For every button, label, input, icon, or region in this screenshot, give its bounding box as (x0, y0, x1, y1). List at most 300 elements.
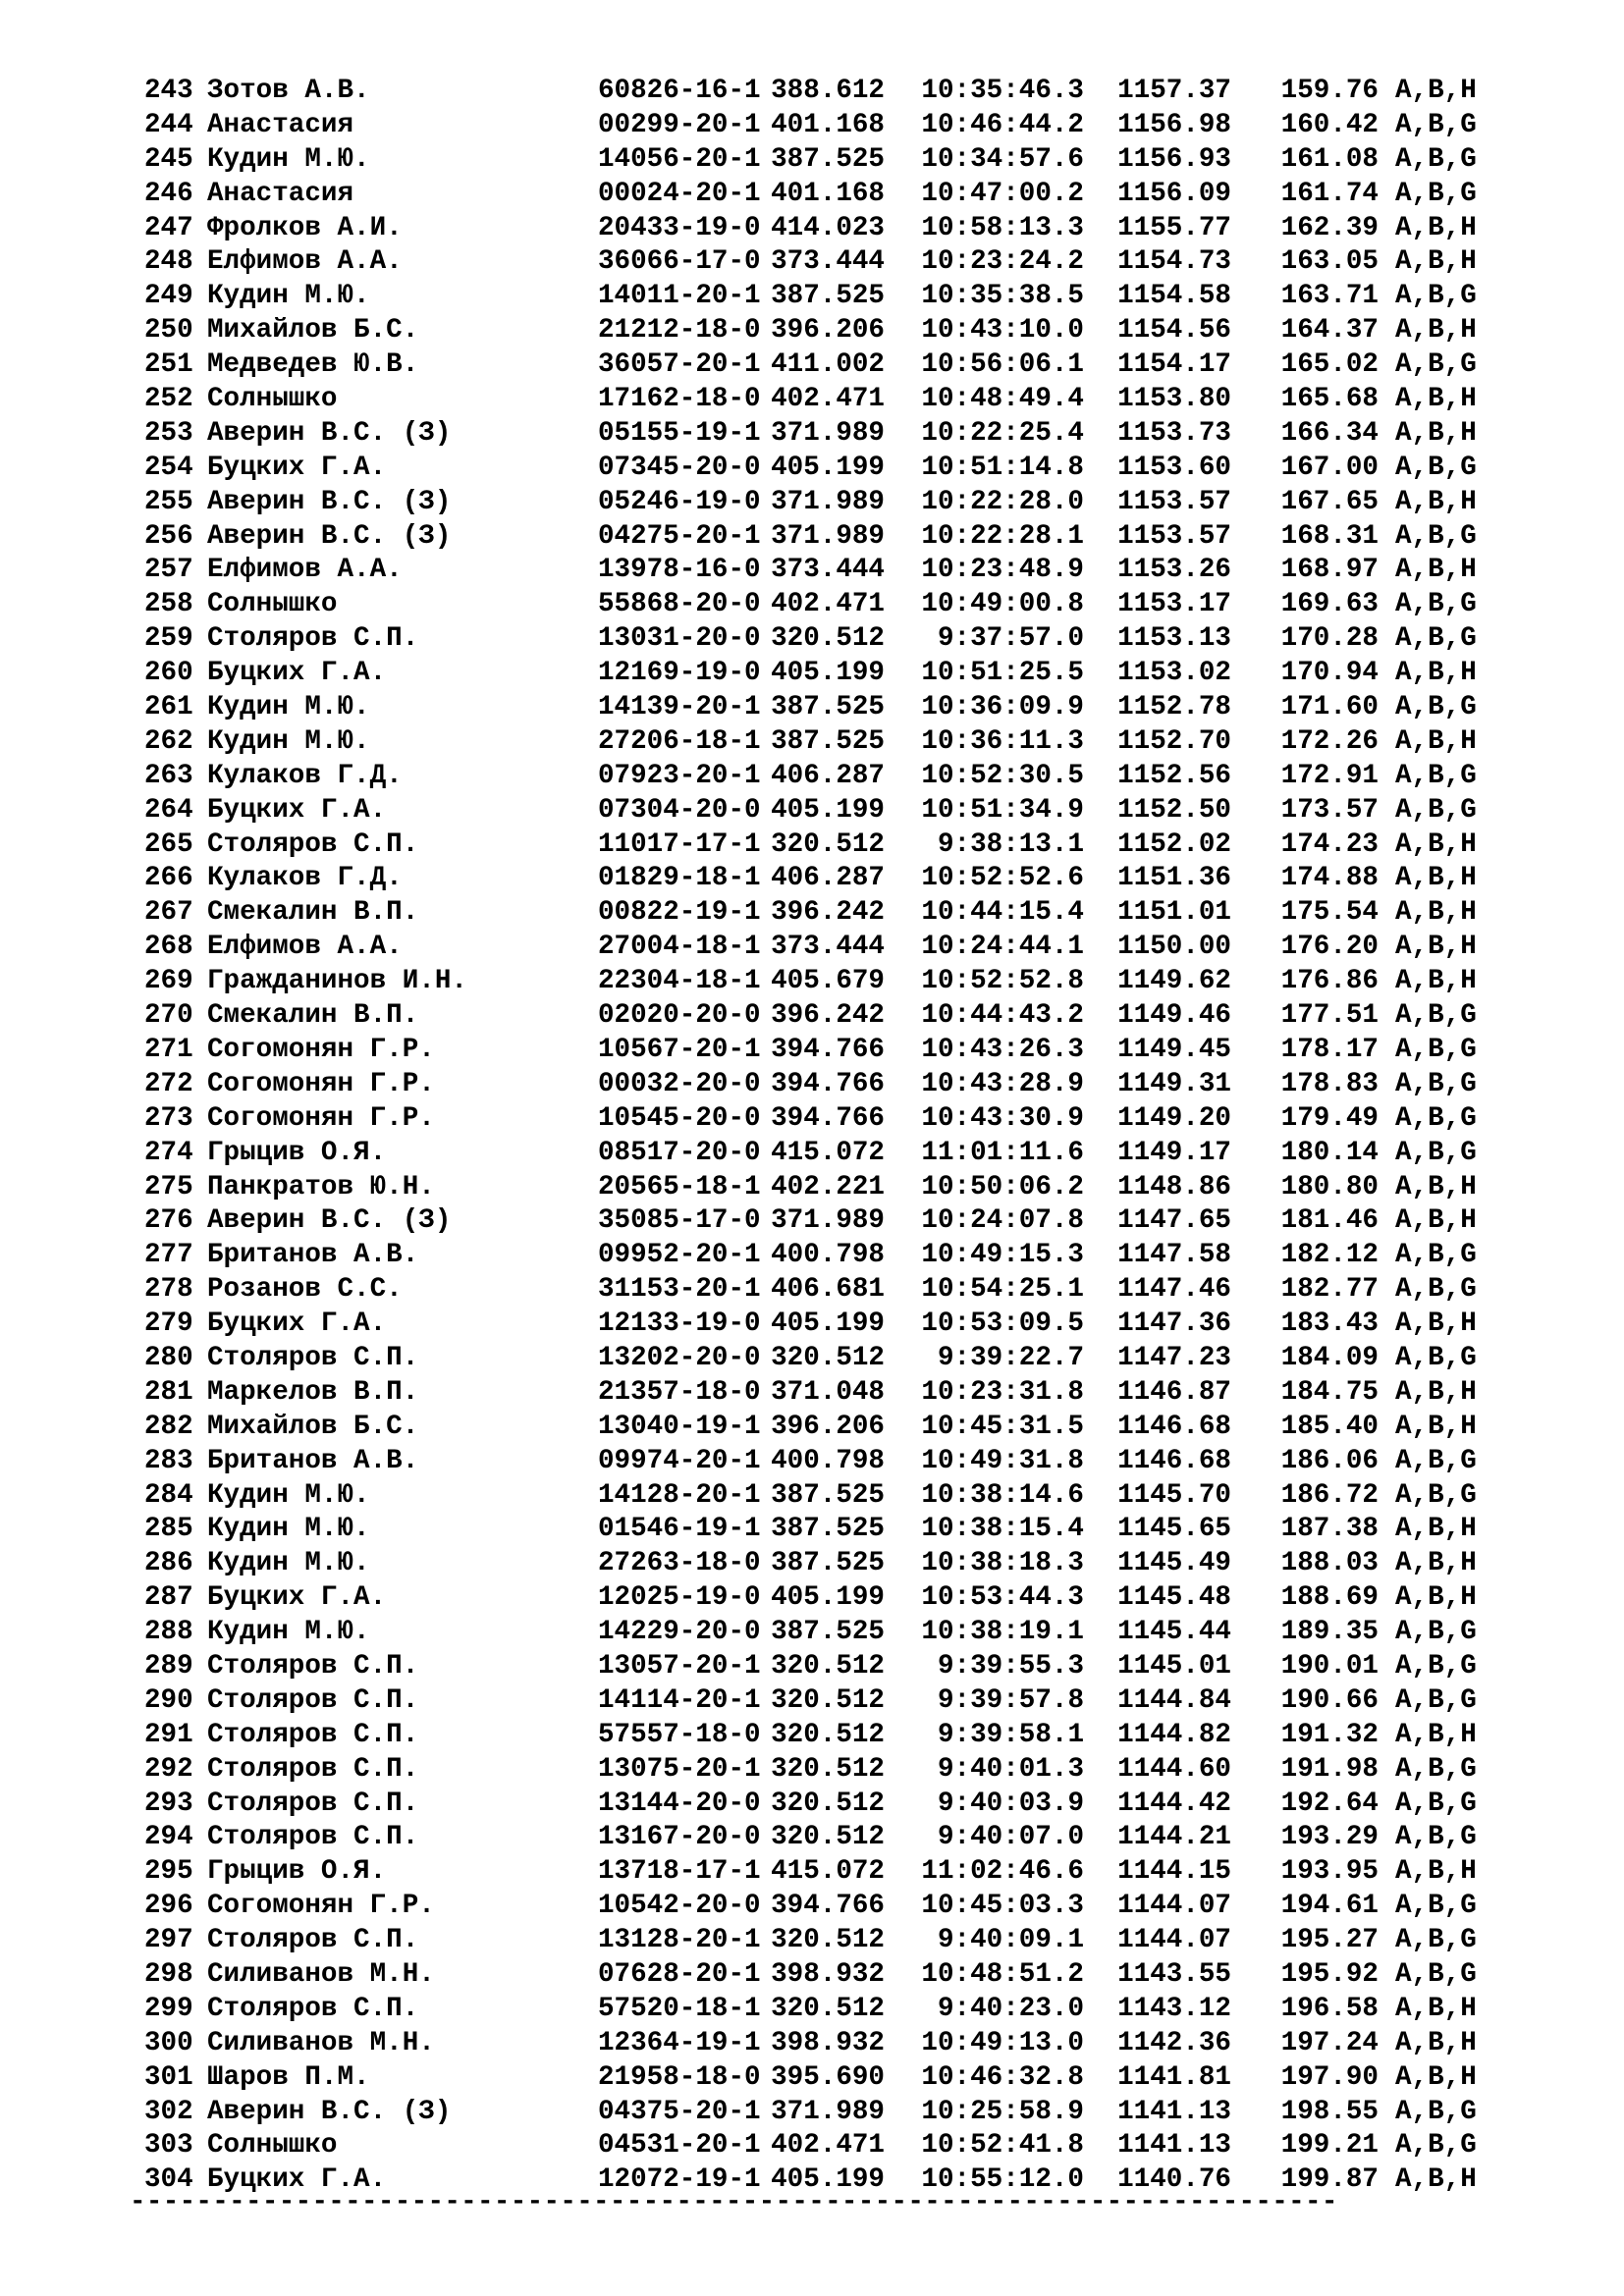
arrival-time-cell: 9:40:07.0 (937, 1822, 1084, 1853)
arrival-time-cell: 10:23:48.9 (921, 555, 1084, 586)
place-cell: 281 (144, 1376, 193, 1408)
ring-number-cell: 13978-16-0 (598, 555, 761, 586)
distance-cell: 371.989 (771, 2096, 885, 2127)
distance-cell: 387.525 (771, 725, 885, 757)
table-row (144, 280, 1496, 314)
ring-number-cell: 13031-20-0 (598, 623, 761, 655)
speed-cell: 1149.62 (1117, 966, 1231, 997)
coefficient-cell: 174.23 (1280, 828, 1379, 860)
place-cell: 285 (144, 1514, 193, 1545)
class-cell: A,B,G (1395, 1445, 1477, 1476)
fancier-name-cell: Кудин М.Ю. (207, 1479, 370, 1511)
table-row (144, 1821, 1496, 1855)
table-row (144, 1581, 1496, 1616)
coefficient-cell: 186.72 (1280, 1479, 1379, 1511)
speed-cell: 1155.77 (1117, 212, 1231, 243)
coefficient-cell: 165.02 (1280, 349, 1379, 381)
class-cell: A,B,G (1395, 1240, 1477, 1271)
arrival-time-cell: 10:38:14.6 (921, 1479, 1084, 1511)
arrival-time-cell: 10:24:44.1 (921, 932, 1084, 963)
distance-cell: 402.471 (771, 589, 885, 620)
class-cell: A,B,G (1395, 794, 1477, 826)
table-row (144, 691, 1496, 725)
speed-cell: 1145.01 (1117, 1650, 1231, 1682)
fancier-name-cell: Розанов С.С. (207, 1274, 403, 1306)
coefficient-cell: 191.32 (1280, 1719, 1379, 1750)
coefficient-cell: 177.51 (1280, 1000, 1379, 1032)
distance-cell: 371.989 (771, 1205, 885, 1237)
coefficient-cell: 170.94 (1280, 658, 1379, 689)
speed-cell: 1156.98 (1117, 109, 1231, 140)
speed-cell: 1153.26 (1117, 555, 1231, 586)
coefficient-cell: 168.31 (1280, 520, 1379, 552)
place-cell: 288 (144, 1617, 193, 1648)
table-row (144, 588, 1496, 622)
arrival-time-cell: 10:46:44.2 (921, 109, 1084, 140)
fancier-name-cell: Буцких Г.А. (207, 1308, 387, 1340)
ring-number-cell: 13040-19-1 (598, 1411, 761, 1442)
class-cell: A,B,H (1395, 1548, 1477, 1579)
place-cell: 262 (144, 725, 193, 757)
coefficient-cell: 163.05 (1280, 246, 1379, 278)
distance-cell: 402.471 (771, 2130, 885, 2162)
place-cell: 300 (144, 2027, 193, 2058)
speed-cell: 1141.13 (1117, 2096, 1231, 2127)
distance-cell: 398.932 (771, 2027, 885, 2058)
arrival-time-cell: 10:22:28.1 (921, 520, 1084, 552)
place-cell: 278 (144, 1274, 193, 1306)
ring-number-cell: 14011-20-1 (598, 281, 761, 312)
class-cell: A,B,G (1395, 281, 1477, 312)
fancier-name-cell: Британов А.В. (207, 1445, 419, 1476)
table-row (144, 2129, 1496, 2163)
arrival-time-cell: 10:54:25.1 (921, 1274, 1084, 1306)
ring-number-cell: 13202-20-0 (598, 1342, 761, 1373)
ring-number-cell: 27263-18-0 (598, 1548, 761, 1579)
fancier-name-cell: Смекалин В.П. (207, 1000, 419, 1032)
place-cell: 259 (144, 623, 193, 655)
arrival-time-cell: 9:40:23.0 (937, 1993, 1084, 2024)
place-cell: 275 (144, 1171, 193, 1202)
coefficient-cell: 193.29 (1280, 1822, 1379, 1853)
distance-cell: 320.512 (771, 1753, 885, 1785)
class-cell: A,B,H (1395, 555, 1477, 586)
speed-cell: 1147.46 (1117, 1274, 1231, 1306)
distance-cell: 373.444 (771, 555, 885, 586)
fancier-name-cell: Кулаков Г.Д. (207, 760, 403, 791)
fancier-name-cell: Буцких Г.А. (207, 658, 387, 689)
place-cell: 296 (144, 1891, 193, 1922)
arrival-time-cell: 10:43:10.0 (921, 315, 1084, 347)
table-row (144, 75, 1496, 109)
ring-number-cell: 07304-20-0 (598, 794, 761, 826)
fancier-name-cell: Столяров С.П. (207, 1822, 419, 1853)
class-cell: A,B,G (1395, 589, 1477, 620)
distance-cell: 400.798 (771, 1445, 885, 1476)
speed-cell: 1144.84 (1117, 1684, 1231, 1716)
coefficient-cell: 199.87 (1280, 2164, 1379, 2196)
class-cell: A,B,G (1395, 2130, 1477, 2162)
arrival-time-cell: 10:35:46.3 (921, 76, 1084, 106)
coefficient-cell: 163.71 (1280, 281, 1379, 312)
distance-cell: 387.525 (771, 692, 885, 723)
distance-cell: 388.612 (771, 76, 885, 106)
arrival-time-cell: 11:01:11.6 (921, 1137, 1084, 1168)
arrival-time-cell: 10:51:14.8 (921, 452, 1084, 483)
footer-divider: ------------------------------------------------------------------------- (130, 2187, 1338, 2217)
distance-cell: 402.221 (771, 1171, 885, 1202)
table-row (144, 1513, 1496, 1547)
ring-number-cell: 07628-20-1 (598, 1958, 761, 1990)
class-cell: A,B,H (1395, 384, 1477, 415)
table-row (144, 1547, 1496, 1581)
table-row (144, 1788, 1496, 1822)
class-cell: A,B,H (1395, 486, 1477, 517)
arrival-time-cell: 10:23:31.8 (921, 1376, 1084, 1408)
distance-cell: 320.512 (771, 623, 885, 655)
coefficient-cell: 184.75 (1280, 1376, 1379, 1408)
fancier-name-cell: Буцких Г.А. (207, 1582, 387, 1614)
speed-cell: 1150.00 (1117, 932, 1231, 963)
place-cell: 245 (144, 143, 193, 175)
distance-cell: 394.766 (771, 1102, 885, 1134)
fancier-name-cell: Кулаков Г.Д. (207, 863, 403, 894)
arrival-time-cell: 10:52:52.6 (921, 863, 1084, 894)
fancier-name-cell: Согомонян Г.Р. (207, 1891, 435, 1922)
place-cell: 303 (144, 2130, 193, 2162)
arrival-time-cell: 9:39:22.7 (937, 1342, 1084, 1373)
coefficient-cell: 189.35 (1280, 1617, 1379, 1648)
speed-cell: 1154.58 (1117, 281, 1231, 312)
place-cell: 280 (144, 1342, 193, 1373)
distance-cell: 396.206 (771, 1411, 885, 1442)
table-row (144, 2027, 1496, 2061)
place-cell: 282 (144, 1411, 193, 1442)
speed-cell: 1154.17 (1117, 349, 1231, 381)
distance-cell: 320.512 (771, 828, 885, 860)
class-cell: A,B,H (1395, 1993, 1477, 2024)
table-row (144, 862, 1496, 896)
arrival-time-cell: 10:56:06.1 (921, 349, 1084, 381)
ring-number-cell: 09974-20-1 (598, 1445, 761, 1476)
ring-number-cell: 12025-19-0 (598, 1582, 761, 1614)
fancier-name-cell: Столяров С.П. (207, 1925, 419, 1956)
table-row (144, 1719, 1496, 1753)
place-cell: 264 (144, 794, 193, 826)
table-row (144, 314, 1496, 348)
fancier-name-cell: Столяров С.П. (207, 1342, 419, 1373)
table-row (144, 1204, 1496, 1239)
arrival-time-cell: 10:51:25.5 (921, 658, 1084, 689)
coefficient-cell: 171.60 (1280, 692, 1379, 723)
arrival-time-cell: 10:44:43.2 (921, 1000, 1084, 1032)
coefficient-cell: 170.28 (1280, 623, 1379, 655)
fancier-name-cell: Фролков А.И. (207, 212, 403, 243)
distance-cell: 405.199 (771, 1582, 885, 1614)
distance-cell: 394.766 (771, 1068, 885, 1099)
place-cell: 274 (144, 1137, 193, 1168)
fancier-name-cell: Силиванов М.Н. (207, 1958, 435, 1990)
speed-cell: 1149.45 (1117, 1034, 1231, 1065)
ring-number-cell: 13144-20-0 (598, 1788, 761, 1819)
coefficient-cell: 199.21 (1280, 2130, 1379, 2162)
coefficient-cell: 182.77 (1280, 1274, 1379, 1306)
table-row (144, 1445, 1496, 1479)
ring-number-cell: 36066-17-0 (598, 246, 761, 278)
arrival-time-cell: 10:48:51.2 (921, 1958, 1084, 1990)
speed-cell: 1153.57 (1117, 520, 1231, 552)
arrival-time-cell: 10:38:19.1 (921, 1617, 1084, 1648)
place-cell: 286 (144, 1548, 193, 1579)
coefficient-cell: 167.00 (1280, 452, 1379, 483)
distance-cell: 320.512 (771, 1719, 885, 1750)
ring-number-cell: 01546-19-1 (598, 1514, 761, 1545)
ring-number-cell: 14128-20-1 (598, 1479, 761, 1511)
speed-cell: 1143.12 (1117, 1993, 1231, 2024)
ring-number-cell: 04275-20-1 (598, 520, 761, 552)
ring-number-cell: 00024-20-1 (598, 178, 761, 209)
coefficient-cell: 166.34 (1280, 417, 1379, 449)
class-cell: A,B,G (1395, 520, 1477, 552)
ring-number-cell: 14229-20-0 (598, 1617, 761, 1648)
fancier-name-cell: Елфимов А.А. (207, 246, 403, 278)
place-cell: 266 (144, 863, 193, 894)
fancier-name-cell: Панкратов Ю.Н. (207, 1171, 435, 1202)
table-row (144, 1102, 1496, 1137)
fancier-name-cell: Гражданинов И.Н. (207, 966, 467, 997)
table-row (144, 245, 1496, 280)
coefficient-cell: 172.26 (1280, 725, 1379, 757)
place-cell: 302 (144, 2096, 193, 2127)
fancier-name-cell: Елфимов А.А. (207, 555, 403, 586)
arrival-time-cell: 10:38:15.4 (921, 1514, 1084, 1545)
distance-cell: 394.766 (771, 1034, 885, 1065)
coefficient-cell: 172.91 (1280, 760, 1379, 791)
speed-cell: 1140.76 (1117, 2164, 1231, 2196)
class-cell: A,B,H (1395, 1514, 1477, 1545)
distance-cell: 406.287 (771, 863, 885, 894)
class-cell: A,B,G (1395, 1925, 1477, 1956)
speed-cell: 1144.15 (1117, 1856, 1231, 1888)
ring-number-cell: 31153-20-1 (598, 1274, 761, 1306)
place-cell: 299 (144, 1993, 193, 2024)
ring-number-cell: 57557-18-0 (598, 1719, 761, 1750)
place-cell: 271 (144, 1034, 193, 1065)
distance-cell: 406.681 (771, 1274, 885, 1306)
table-row (144, 348, 1496, 383)
place-cell: 270 (144, 1000, 193, 1032)
speed-cell: 1144.82 (1117, 1719, 1231, 1750)
place-cell: 291 (144, 1719, 193, 1750)
fancier-name-cell: Согомонян Г.Р. (207, 1068, 435, 1099)
fancier-name-cell: Британов А.В. (207, 1240, 419, 1271)
ring-number-cell: 17162-18-0 (598, 384, 761, 415)
distance-cell: 406.287 (771, 760, 885, 791)
table-row (144, 417, 1496, 452)
class-cell: A,B,G (1395, 349, 1477, 381)
place-cell: 269 (144, 966, 193, 997)
fancier-name-cell: Согомонян Г.Р. (207, 1102, 435, 1134)
coefficient-cell: 192.64 (1280, 1788, 1379, 1819)
speed-cell: 1154.56 (1117, 315, 1231, 347)
speed-cell: 1151.01 (1117, 897, 1231, 929)
class-cell: A,B,G (1395, 1958, 1477, 1990)
ring-number-cell: 08517-20-0 (598, 1137, 761, 1168)
speed-cell: 1153.73 (1117, 417, 1231, 449)
arrival-time-cell: 10:35:38.5 (921, 281, 1084, 312)
coefficient-cell: 181.46 (1280, 1205, 1379, 1237)
arrival-time-cell: 10:43:26.3 (921, 1034, 1084, 1065)
table-row (144, 1753, 1496, 1788)
coefficient-cell: 183.43 (1280, 1308, 1379, 1340)
class-cell: A,B,G (1395, 1684, 1477, 1716)
fancier-name-cell: Аверин В.С. (З) (207, 417, 452, 449)
class-cell: A,B,H (1395, 1376, 1477, 1408)
table-row (144, 965, 1496, 999)
speed-cell: 1145.49 (1117, 1548, 1231, 1579)
arrival-time-cell: 10:49:13.0 (921, 2027, 1084, 2058)
ring-number-cell: 14139-20-1 (598, 692, 761, 723)
place-cell: 261 (144, 692, 193, 723)
distance-cell: 405.679 (771, 966, 885, 997)
place-cell: 301 (144, 2061, 193, 2093)
table-row (144, 1993, 1496, 2027)
coefficient-cell: 162.39 (1280, 212, 1379, 243)
ring-number-cell: 07345-20-0 (598, 452, 761, 483)
speed-cell: 1146.68 (1117, 1445, 1231, 1476)
fancier-name-cell: Столяров С.П. (207, 1719, 419, 1750)
arrival-time-cell: 10:46:32.8 (921, 2061, 1084, 2093)
coefficient-cell: 178.83 (1280, 1068, 1379, 1099)
class-cell: A,B,G (1395, 1891, 1477, 1922)
coefficient-cell: 176.20 (1280, 932, 1379, 963)
place-cell: 284 (144, 1479, 193, 1511)
arrival-time-cell: 10:38:18.3 (921, 1548, 1084, 1579)
speed-cell: 1145.44 (1117, 1617, 1231, 1648)
class-cell: A,B,H (1395, 966, 1477, 997)
ring-number-cell: 20565-18-1 (598, 1171, 761, 1202)
table-row (144, 657, 1496, 691)
arrival-time-cell: 10:58:13.3 (921, 212, 1084, 243)
coefficient-cell: 188.69 (1280, 1582, 1379, 1614)
fancier-name-cell: Зотов А.В. (207, 76, 370, 106)
table-row (144, 212, 1496, 246)
distance-cell: 387.525 (771, 1479, 885, 1511)
ring-number-cell: 13718-17-1 (598, 1856, 761, 1888)
distance-cell: 320.512 (771, 1925, 885, 1956)
speed-cell: 1144.07 (1117, 1891, 1231, 1922)
table-row (144, 178, 1496, 212)
coefficient-cell: 186.06 (1280, 1445, 1379, 1476)
table-row (144, 1684, 1496, 1719)
arrival-time-cell: 9:39:55.3 (937, 1650, 1084, 1682)
class-cell: A,B,H (1395, 1205, 1477, 1237)
fancier-name-cell: Грыцив О.Я. (207, 1856, 387, 1888)
coefficient-cell: 185.40 (1280, 1411, 1379, 1442)
speed-cell: 1142.36 (1117, 2027, 1231, 2058)
speed-cell: 1153.02 (1117, 658, 1231, 689)
ring-number-cell: 10567-20-1 (598, 1034, 761, 1065)
place-cell: 277 (144, 1240, 193, 1271)
distance-cell: 387.525 (771, 1548, 885, 1579)
ring-number-cell: 13128-20-1 (598, 1925, 761, 1956)
ring-number-cell: 36057-20-1 (598, 349, 761, 381)
ring-number-cell: 14056-20-1 (598, 143, 761, 175)
fancier-name-cell: Столяров С.П. (207, 1993, 419, 2024)
coefficient-cell: 195.27 (1280, 1925, 1379, 1956)
distance-cell: 405.199 (771, 658, 885, 689)
ring-number-cell: 21958-18-0 (598, 2061, 761, 2093)
class-cell: A,B,H (1395, 246, 1477, 278)
distance-cell: 320.512 (771, 1342, 885, 1373)
distance-cell: 401.168 (771, 109, 885, 140)
coefficient-cell: 197.90 (1280, 2061, 1379, 2093)
results-table (144, 75, 1496, 2198)
place-cell: 246 (144, 178, 193, 209)
distance-cell: 415.072 (771, 1137, 885, 1168)
distance-cell: 387.525 (771, 143, 885, 175)
place-cell: 279 (144, 1308, 193, 1340)
arrival-time-cell: 10:52:52.8 (921, 966, 1084, 997)
table-row (144, 452, 1496, 486)
table-row (144, 1342, 1496, 1376)
speed-cell: 1152.70 (1117, 725, 1231, 757)
speed-cell: 1145.70 (1117, 1479, 1231, 1511)
speed-cell: 1149.31 (1117, 1068, 1231, 1099)
table-row (144, 1855, 1496, 1890)
place-cell: 255 (144, 486, 193, 517)
speed-cell: 1144.07 (1117, 1925, 1231, 1956)
distance-cell: 405.199 (771, 452, 885, 483)
arrival-time-cell: 10:48:49.4 (921, 384, 1084, 415)
fancier-name-cell: Столяров С.П. (207, 1684, 419, 1716)
coefficient-cell: 184.09 (1280, 1342, 1379, 1373)
fancier-name-cell: Маркелов В.П. (207, 1376, 419, 1408)
class-cell: A,B,H (1395, 1719, 1477, 1750)
distance-cell: 371.989 (771, 417, 885, 449)
coefficient-cell: 160.42 (1280, 109, 1379, 140)
table-row (144, 2096, 1496, 2130)
table-row (144, 1890, 1496, 1924)
place-cell: 244 (144, 109, 193, 140)
class-cell: A,B,H (1395, 2027, 1477, 2058)
speed-cell: 1153.80 (1117, 384, 1231, 415)
speed-cell: 1149.46 (1117, 1000, 1231, 1032)
fancier-name-cell: Кудин М.Ю. (207, 281, 370, 312)
coefficient-cell: 188.03 (1280, 1548, 1379, 1579)
speed-cell: 1154.73 (1117, 246, 1231, 278)
ring-number-cell: 13167-20-0 (598, 1822, 761, 1853)
distance-cell: 371.989 (771, 520, 885, 552)
speed-cell: 1153.17 (1117, 589, 1231, 620)
speed-cell: 1157.37 (1117, 76, 1231, 106)
table-row (144, 2061, 1496, 2096)
place-cell: 267 (144, 897, 193, 929)
place-cell: 268 (144, 932, 193, 963)
ring-number-cell: 12133-19-0 (598, 1308, 761, 1340)
place-cell: 272 (144, 1068, 193, 1099)
arrival-time-cell: 9:40:09.1 (937, 1925, 1084, 1956)
ring-number-cell: 04375-20-1 (598, 2096, 761, 2127)
table-row (144, 999, 1496, 1034)
table-row (144, 725, 1496, 760)
fancier-name-cell: Елфимов А.А. (207, 932, 403, 963)
place-cell: 257 (144, 555, 193, 586)
class-cell: A,B,G (1395, 623, 1477, 655)
class-cell: A,B,H (1395, 1582, 1477, 1614)
fancier-name-cell: Столяров С.П. (207, 1753, 419, 1785)
class-cell: A,B,H (1395, 315, 1477, 347)
